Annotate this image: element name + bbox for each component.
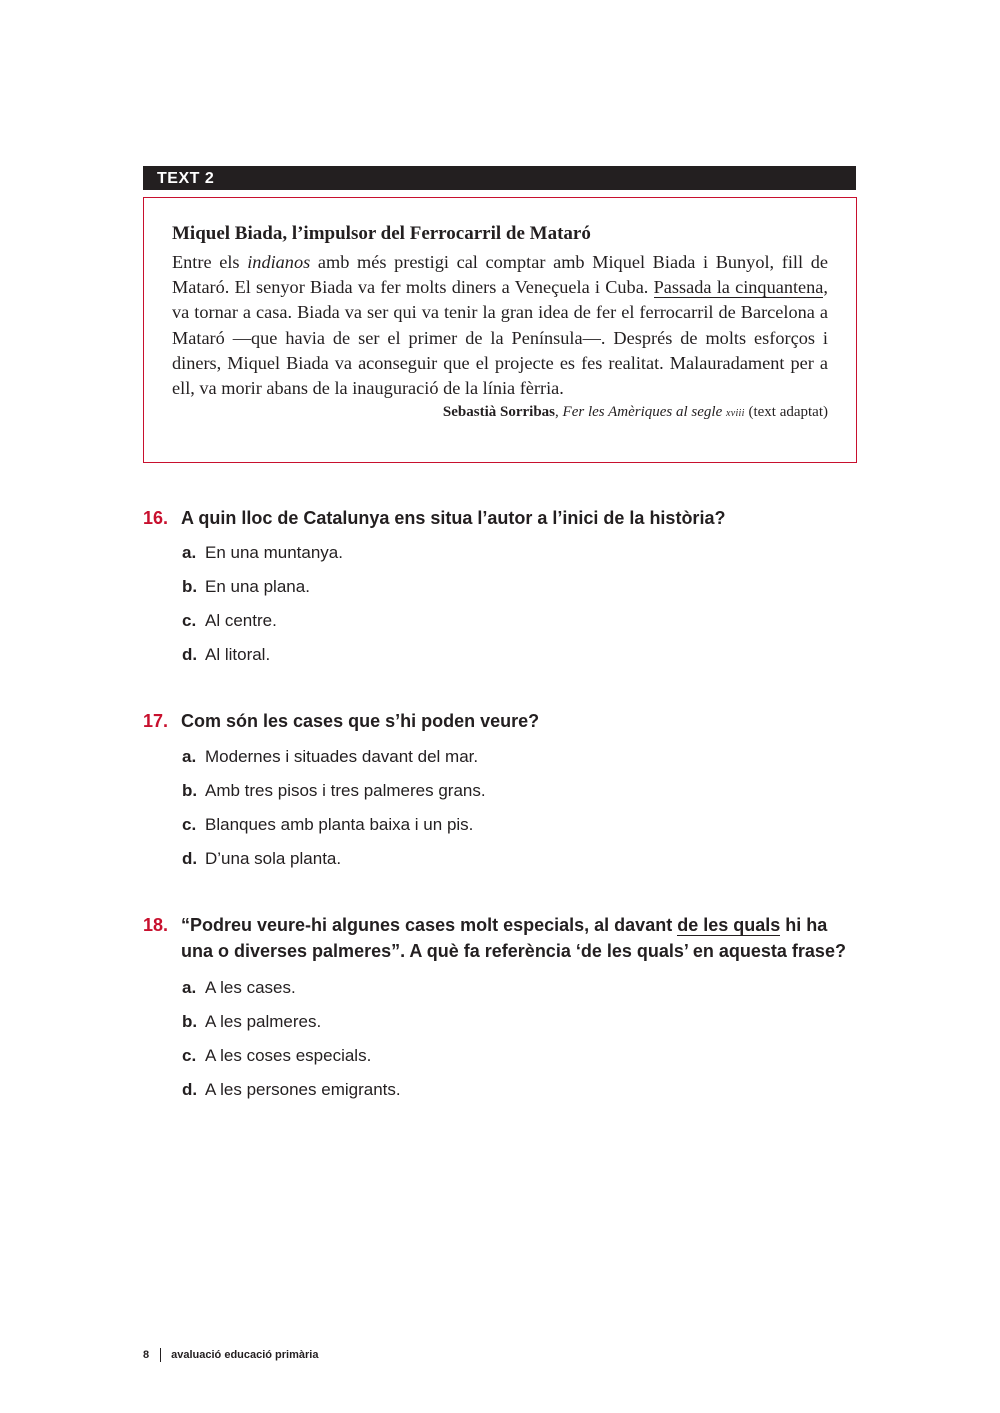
option-b[interactable] xyxy=(143,1005,858,1039)
question-18-prompt xyxy=(143,912,858,964)
source-author: Sebastià Sorribas xyxy=(442,404,556,421)
question-underlined-phrase: de les quals xyxy=(677,915,781,935)
option-letter: a. xyxy=(182,978,197,997)
option-letter: c. xyxy=(182,815,197,834)
option-text: Blanques amb planta baixa i un pis. xyxy=(205,815,474,834)
source-work: Fer les Amèriques al segle xyxy=(562,404,726,421)
option-text: D’una sola planta. xyxy=(205,849,342,868)
option-c[interactable] xyxy=(143,808,858,842)
option-letter: a. xyxy=(182,543,197,562)
option-text: A les palmeres. xyxy=(205,1012,322,1031)
passage-italic-term: indianos xyxy=(247,252,311,272)
question-16-options xyxy=(143,536,858,672)
option-letter: b. xyxy=(182,577,198,596)
page-number: 8 xyxy=(143,1349,150,1361)
option-b[interactable] xyxy=(143,774,858,808)
question-18-options xyxy=(143,971,858,1107)
reading-passage-box xyxy=(143,197,857,463)
question-17 xyxy=(143,708,858,876)
passage-body-part-1: Entre els xyxy=(172,252,248,272)
passage-body xyxy=(172,250,828,401)
option-letter: a. xyxy=(182,747,197,766)
passage-title: Miquel Biada, l’impulsor del Ferrocarril de Mataró xyxy=(172,223,591,244)
option-a[interactable] xyxy=(143,536,858,570)
option-letter: b. xyxy=(182,1012,198,1031)
option-text: A les persones emigrants. xyxy=(205,1080,401,1099)
question-text: Com són les cases que s’hi poden veure? xyxy=(181,711,540,731)
question-17-prompt xyxy=(143,708,858,734)
question-text-part-2: hi ha una o diverses palmeres”. A què fa referència ‘de les quals’ en aquesta frase? xyxy=(181,915,846,961)
option-letter: c. xyxy=(182,611,197,630)
option-d[interactable] xyxy=(143,842,858,876)
question-16 xyxy=(143,505,858,672)
option-text: En una plana. xyxy=(205,577,310,596)
source-note: (text adaptat) xyxy=(744,404,828,421)
question-18 xyxy=(143,912,858,1107)
option-letter: d. xyxy=(182,645,198,664)
source-separator: , xyxy=(555,404,563,421)
option-a[interactable] xyxy=(143,740,858,774)
option-text: Amb tres pisos i tres palmeres grans. xyxy=(205,781,486,800)
option-letter: c. xyxy=(182,1046,197,1065)
option-letter: d. xyxy=(182,1080,198,1099)
passage-body-part-2: amb més prestigi cal comptar amb Miquel Biada i Bunyol, fill de Mataró. El senyor Biada va fer molts diners a Veneçuela i Cuba. xyxy=(172,252,829,298)
question-text xyxy=(181,912,858,964)
question-text: A quin lloc de Catalunya ens situa l’autor a l’inici de la història? xyxy=(181,508,726,528)
passage-source xyxy=(172,402,828,424)
option-letter: b. xyxy=(182,781,198,800)
footer-divider xyxy=(160,1348,161,1362)
option-d[interactable] xyxy=(143,1073,858,1107)
option-d[interactable] xyxy=(143,638,858,672)
option-a[interactable] xyxy=(143,971,858,1005)
option-text: Al centre. xyxy=(205,611,277,630)
source-century: xviii xyxy=(725,408,745,420)
option-text: A les coses especials. xyxy=(205,1046,372,1065)
question-number: 16. xyxy=(143,508,169,528)
question-17-options xyxy=(143,740,858,876)
passage-underlined-phrase: Passada la cinquantena xyxy=(653,277,824,298)
question-text-part-1: “Podreu veure-hi algunes cases molt especials, al davant xyxy=(181,915,678,935)
passage-body-part-3: , va tornar a casa. Biada va ser qui va tenir la gran idea de fer el ferrocarril de Barcelona a Mataró —que havia de ser el primer de la Península—. Després de molts esforços i diners, Miquel Biada va aconseguir que el projecte es fes realitat. Malauradament per a ell, va morir abans de la inauguració de la línia fèrria. xyxy=(172,277,828,399)
option-b[interactable] xyxy=(143,570,858,604)
question-16-prompt xyxy=(143,505,858,531)
option-text: Al litoral. xyxy=(205,645,271,664)
option-text: A les cases. xyxy=(205,978,296,997)
question-number: 18. xyxy=(143,915,169,935)
option-text: En una muntanya. xyxy=(205,543,343,562)
text-section-header: TEXT 2 xyxy=(143,166,856,190)
option-c[interactable] xyxy=(143,1039,858,1073)
option-letter: d. xyxy=(182,849,198,868)
question-number: 17. xyxy=(143,711,169,731)
page-footer xyxy=(143,1348,318,1362)
footer-title: avaluació educació primària xyxy=(171,1349,319,1361)
option-c[interactable] xyxy=(143,604,858,638)
option-text: Modernes i situades davant del mar. xyxy=(205,747,479,766)
